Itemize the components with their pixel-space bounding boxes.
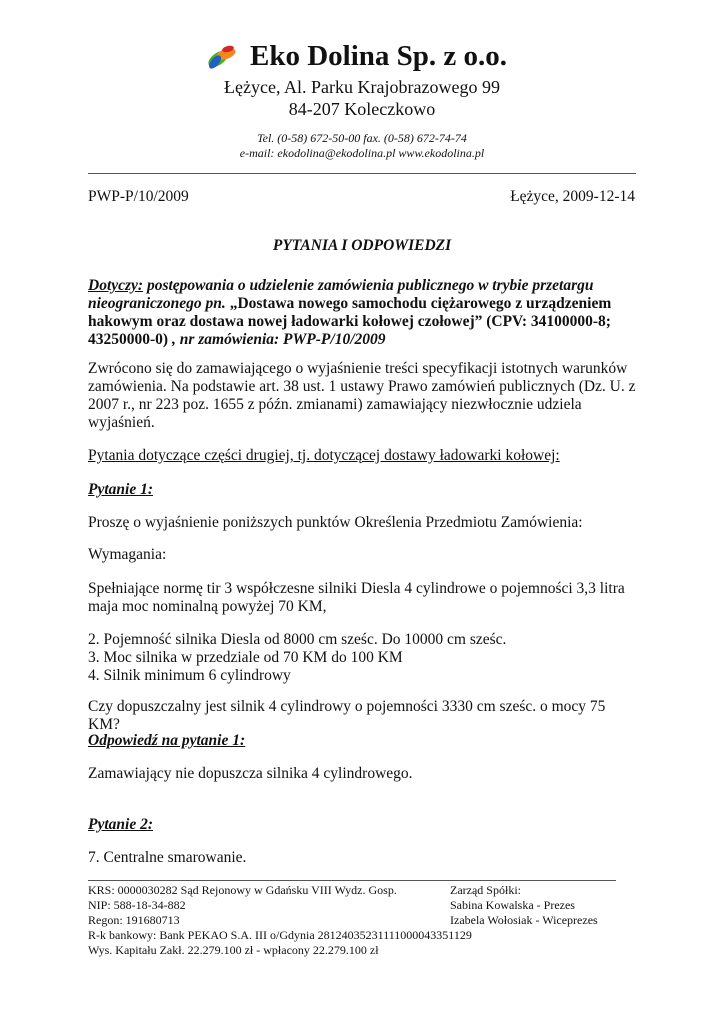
subject-order-number: , nr zamówienia: PWP-P/10/2009 <box>168 331 386 348</box>
footer-capital: Wys. Kapitału Zakł. 22.279.100 zł - wpłacony 22.279.100 zł <box>88 943 379 957</box>
requirements-text: Spełniające normę tir 3 współczesne silniki Diesla 4 cylindrowe o pojemności 3,3 litra maja moc nominalną powyżej 70 KM, <box>88 580 625 615</box>
question-1-text: Proszę o wyjaśnienie poniższych punktów Określenia Przedmiotu Zamówienia: <box>88 514 583 531</box>
subject-italic-text: postępowania o udzielenie zamówienia publicznego w trybie przetargu nieograniczonego pn. <box>88 277 594 312</box>
intro-paragraph: Zwrócono się do zamawiającego o wyjaśnienie treści specyfikacji istotnych warunków zamówienia. Na podstawie art. 38 ust. 1 ustawy Prawo zamówień publicznych (Dz. U. z 2007 r., nr 223 poz. 1655 z późn. zmianami) zamawiający niezwłocznie udziela wyjaśnień. <box>88 360 636 431</box>
footer-board-vicepresident: Izabela Wołosiak - Wiceprezes <box>450 913 598 927</box>
address-line-2: 84-207 Koleczkowo <box>288 99 436 119</box>
footer-krs: KRS: 0000030282 Sąd Rejonowy w Gdańsku VIII Wydz. Gosp. <box>88 883 397 897</box>
answer-1-label: Odpowiedź na pytanie 1: <box>88 732 246 749</box>
subject-label: Dotyczy: <box>88 277 144 294</box>
section-heading: Pytania dotyczące części drugiej, tj. dotyczącej dostawy ładowarki kołowej: <box>88 447 560 464</box>
list-item: 2. Pojemność silnika Diesla od 8000 cm sześc. Do 10000 cm sześc. <box>88 631 507 648</box>
company-name: Eko Dolina Sp. z o.o. <box>250 40 508 72</box>
question-1-question: Czy dopuszczalny jest silnik 4 cylindrowy o pojemności 3330 cm sześc. o mocy 75 KM? <box>88 698 606 733</box>
document-title: PYTANIA I ODPOWIEDZI <box>272 237 452 254</box>
header-divider <box>88 173 636 174</box>
question-1-label: Pytanie 1: <box>88 481 153 498</box>
letterhead <box>0 40 724 161</box>
footer-board-label: Zarząd Spółki: <box>450 883 521 897</box>
question-2-text: 7. Centralne smarowanie. <box>88 849 247 866</box>
footer-divider <box>88 880 616 881</box>
footer-board-president: Sabina Kowalska - Prezes <box>450 898 575 912</box>
footer-nip: NIP: 588-18-34-882 <box>88 898 186 912</box>
list-item: 3. Moc silnika w przedziale od 70 KM do 100 KM <box>88 649 403 666</box>
subject-paragraph <box>88 277 638 349</box>
question-2-label: Pytanie 2: <box>88 816 153 833</box>
address-line-1: Łężyce, Al. Parku Krajobrazowego 99 <box>224 77 500 97</box>
place-and-date: Łężyce, 2009-12-14 <box>510 188 635 205</box>
requirements-label: Wymagania: <box>88 546 167 563</box>
requirements-list <box>88 631 638 685</box>
email-www-line: e-mail: ekodolina@ekodolina.pl www.ekodolina.pl <box>239 146 485 160</box>
subject-tender-name: „Dostawa nowego samochodu ciężarowego z urządzeniem hakowym oraz dostawa nowej ładowarki kołowej czołowej” (CPV: 34100000-8; 43250000-0) <box>88 295 612 348</box>
footer-regon: Regon: 191680713 <box>88 913 180 927</box>
company-logo-icon <box>204 44 238 70</box>
document-reference: PWP-P/10/2009 <box>88 188 189 205</box>
answer-1-text: Zamawiający nie dopuszcza silnika 4 cylindrowego. <box>88 765 413 782</box>
footer-bank-account: R-k bankowy: Bank PEKAO S.A. III o/Gdynia 28124035231111000043351129 <box>88 928 472 942</box>
phone-fax-line: Tel. (0-58) 672-50-00 fax. (0-58) 672-74-74 <box>257 131 467 145</box>
list-item: 4. Silnik minimum 6 cylindrowy <box>88 667 291 684</box>
